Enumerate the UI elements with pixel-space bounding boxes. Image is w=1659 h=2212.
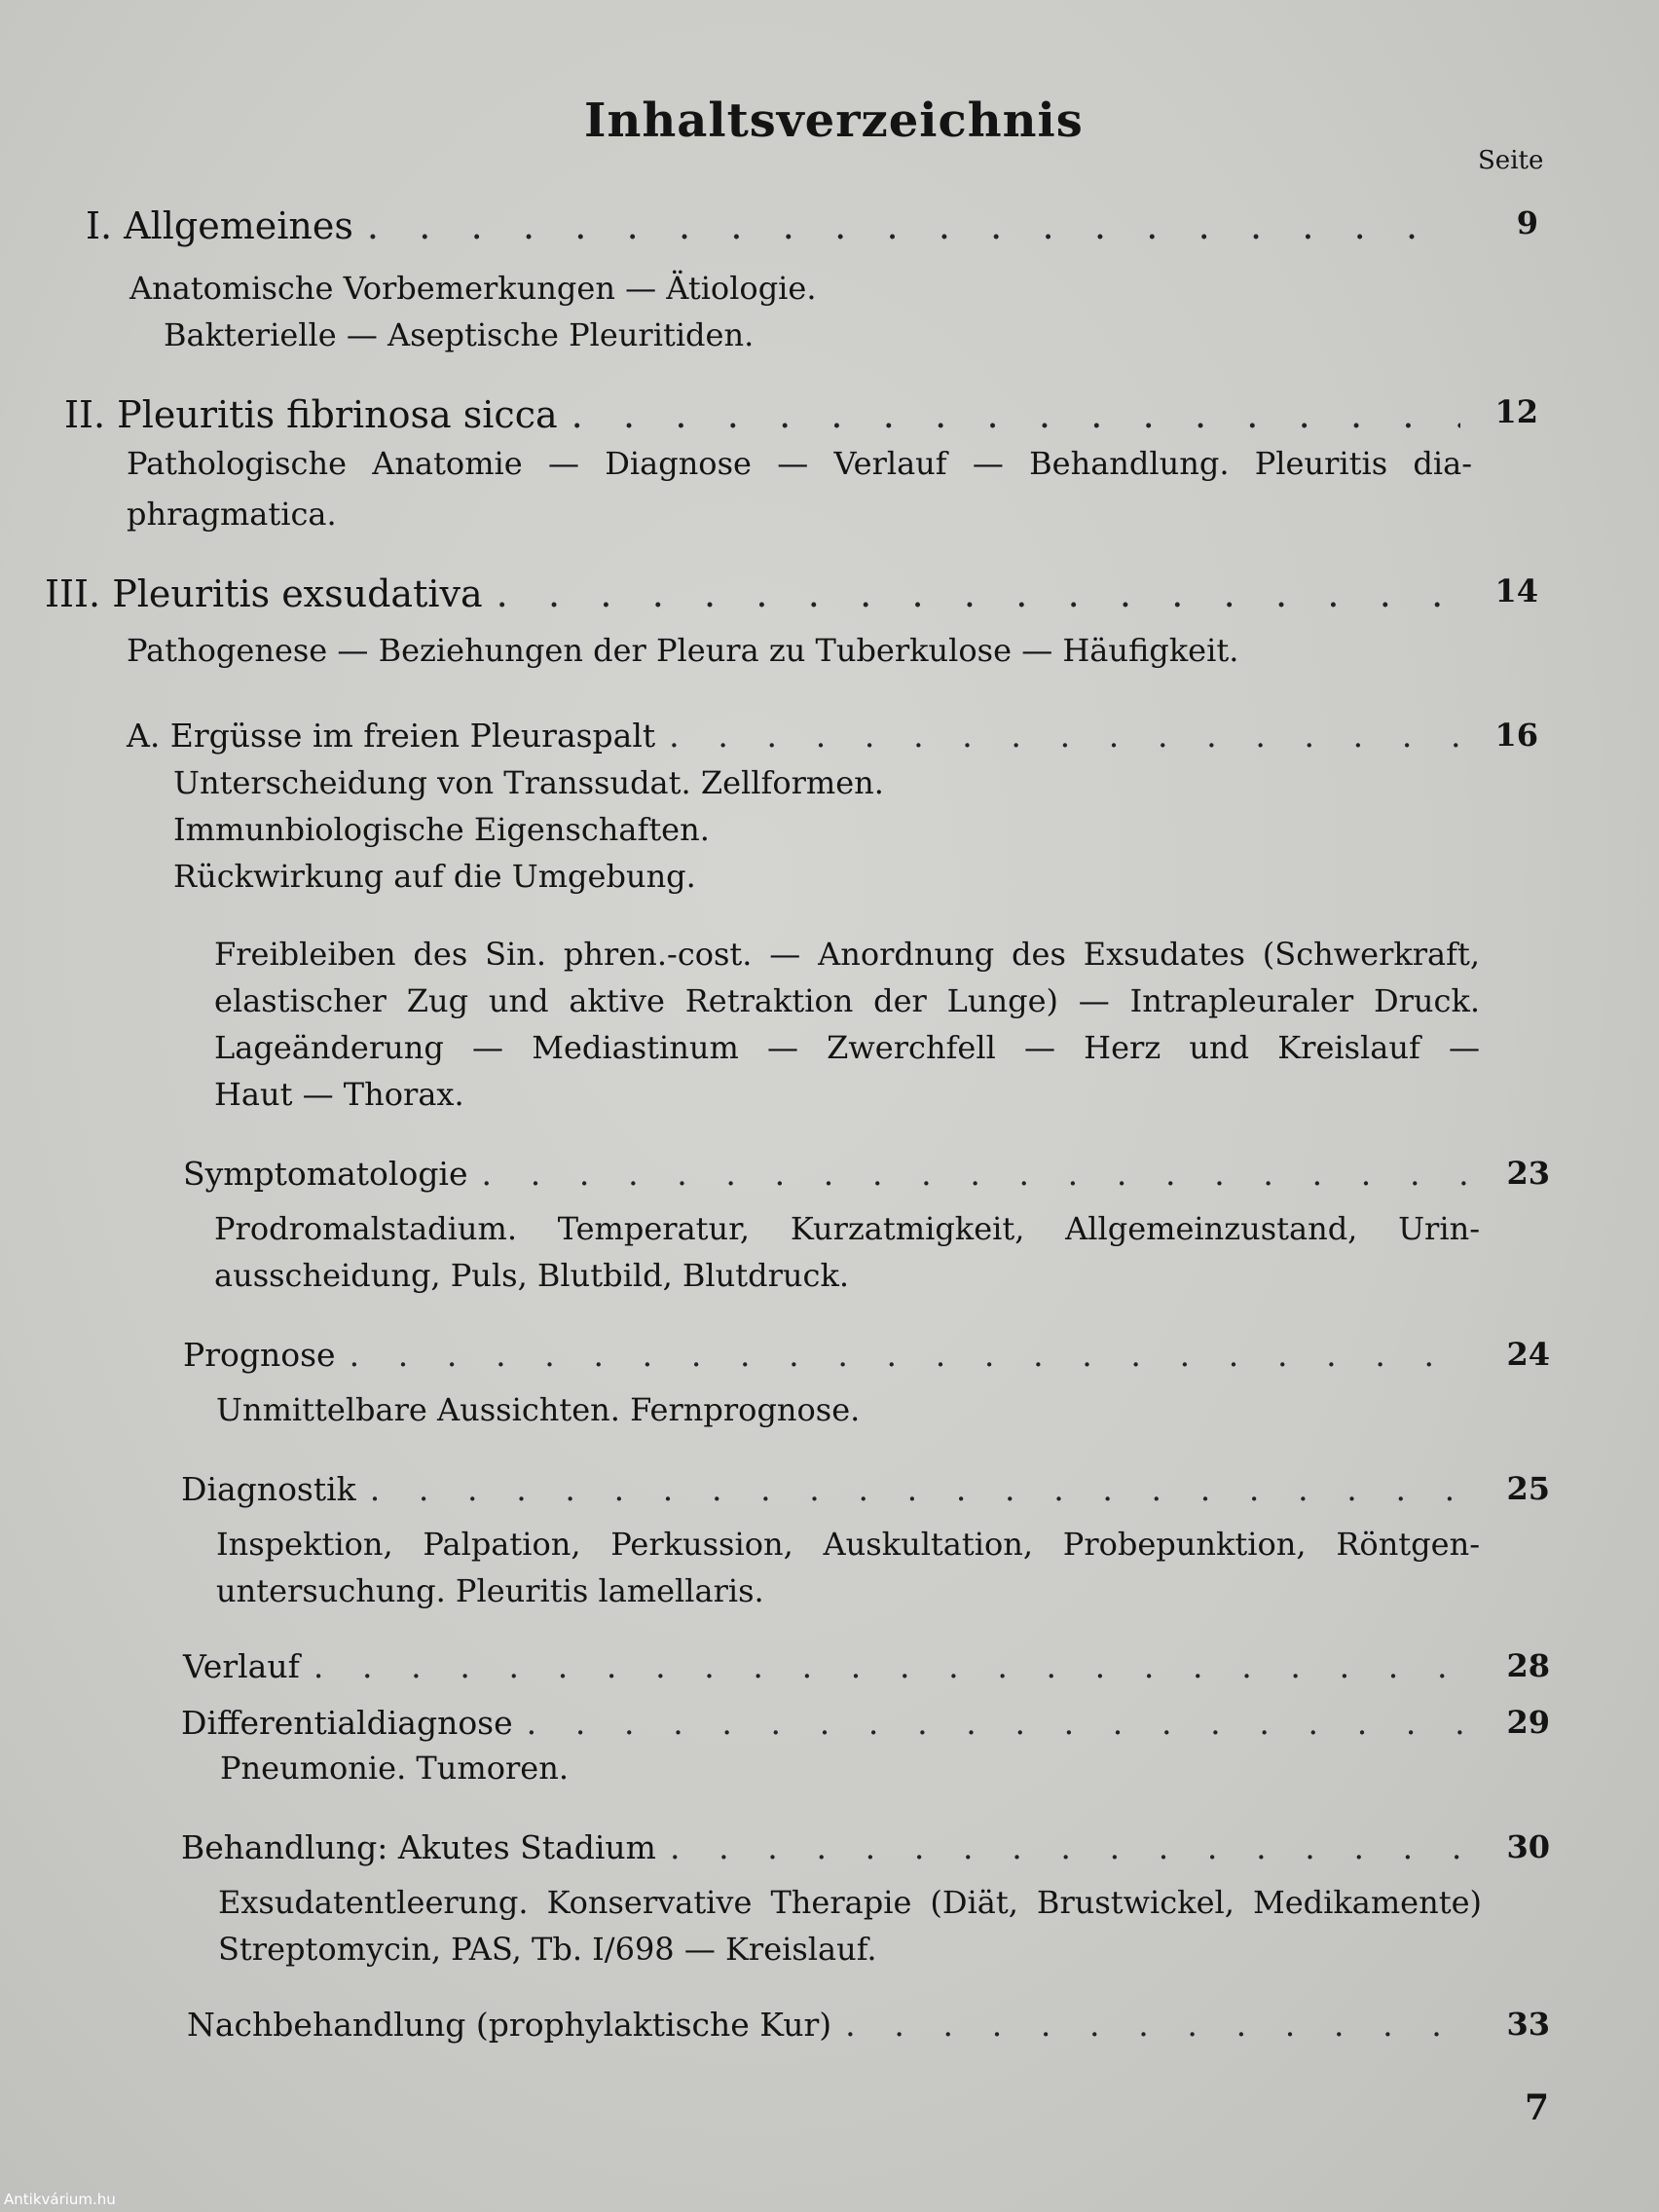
toc-entry-label: Symptomatologie	[183, 1155, 468, 1193]
dot-leader	[845, 2006, 1472, 2044]
toc-entry-label: Differentialdiagnose	[181, 1704, 513, 1742]
toc-page-number: 14	[1494, 572, 1538, 609]
toc-entry-label: A. Ergüsse im freien Pleuraspalt	[127, 717, 656, 755]
toc-description-line: Pneumonie. Tumoren.	[220, 1750, 569, 1787]
toc-description-line: Inspektion, Palpation, Perkussion, Auskultation, Probepunktion, Röntgen-	[216, 1526, 1480, 1563]
toc-entry-label: Nachbehandlung (prophylaktische Kur)	[187, 2006, 832, 2044]
toc-description-line: phragmatica.	[127, 496, 337, 533]
toc-entry-label: III. Pleuritis exsudativa	[45, 572, 483, 615]
toc-page-number: 9	[1516, 204, 1538, 241]
dot-leader	[482, 1155, 1472, 1193]
toc-entry-behandlung[interactable]	[181, 1828, 1550, 1866]
dot-leader	[527, 1704, 1472, 1742]
toc-description-line: Rückwirkung auf die Umgebung.	[173, 858, 696, 895]
toc-page-number: 28	[1506, 1647, 1550, 1684]
toc-entry-verlauf[interactable]	[183, 1647, 1550, 1685]
page-number: 7	[1525, 2087, 1550, 2128]
toc-entry-label: Prognose	[183, 1336, 336, 1374]
dot-leader	[669, 717, 1460, 755]
toc-page-number: 33	[1506, 2006, 1550, 2043]
toc-description-line: Bakterielle — Aseptische Pleuritiden.	[164, 316, 755, 353]
watermark-text: Antikvárium.hu	[4, 2191, 116, 2208]
toc-page-number: 16	[1494, 717, 1538, 754]
toc-description-line: Prodromalstadium. Temperatur, Kurzatmigkeit, Allgemeinzustand, Urin-	[214, 1210, 1480, 1247]
dot-leader	[350, 1336, 1472, 1374]
toc-entry-nachbehandlung[interactable]	[187, 2006, 1550, 2044]
toc-description-line: Exsudatentleerung. Konservative Therapie (Diät, Brustwickel, Medikamente)	[218, 1884, 1482, 1921]
toc-entry-subsection-a[interactable]	[127, 717, 1538, 755]
toc-entry-label: Diagnostik	[181, 1470, 356, 1508]
toc-description-line: Streptomycin, PAS, Tb. I/698 — Kreislauf.	[218, 1931, 877, 1968]
toc-entry-prognose[interactable]	[183, 1336, 1550, 1374]
toc-page-number: 23	[1506, 1155, 1550, 1192]
toc-description-line: Unmittelbare Aussichten. Fernprognose.	[216, 1391, 861, 1428]
toc-entry-chapter-3[interactable]	[45, 572, 1538, 615]
toc-entry-label: I. Allgemeines	[86, 204, 353, 247]
toc-description-line: Unterscheidung von Transsudat. Zellformen.	[173, 764, 884, 801]
toc-entry-label: Verlauf	[183, 1647, 300, 1685]
toc-entry-chapter-2[interactable]	[64, 393, 1538, 436]
toc-detail-line: Freibleiben des Sin. phren.-cost. — Anordnung des Exsudates (Schwerkraft,	[214, 936, 1480, 973]
toc-description-line: Immunbiologische Eigenschaften.	[173, 811, 710, 848]
dot-leader	[670, 1828, 1472, 1866]
toc-page-number: 25	[1506, 1470, 1550, 1507]
toc-entry-label: Behandlung: Akutes Stadium	[181, 1828, 656, 1866]
toc-entry-differentialdiagnose[interactable]	[181, 1704, 1550, 1742]
toc-entry-label: II. Pleuritis fibrinosa sicca	[64, 393, 558, 436]
toc-detail-line: Haut — Thorax.	[214, 1076, 464, 1113]
dot-leader	[497, 572, 1460, 615]
toc-entry-chapter-1[interactable]	[86, 204, 1538, 247]
toc-detail-line: elastischer Zug und aktive Retraktion der Lunge) — Intrapleuraler Druck.	[214, 982, 1480, 1019]
toc-description-line: untersuchung. Pleuritis lamellaris.	[216, 1572, 764, 1609]
toc-entry-diagnostik[interactable]	[181, 1470, 1550, 1508]
dot-leader	[571, 393, 1460, 436]
toc-description-line: Pathologische Anatomie — Diagnose — Verlauf — Behandlung. Pleuritis dia-	[127, 445, 1472, 482]
dot-leader	[313, 1647, 1472, 1685]
toc-detail-line: Lageänderung — Mediastinum — Zwerchfell — Herz und Kreislauf —	[214, 1029, 1480, 1066]
page-column-header: Seite	[1478, 146, 1544, 175]
toc-page-number: 24	[1506, 1336, 1550, 1373]
toc-page-number: 29	[1506, 1704, 1550, 1741]
toc-description-line: Pathogenese — Beziehungen der Pleura zu Tuberkulose — Häufigkeit.	[127, 632, 1239, 669]
page-title: Inhaltsverzeichnis	[584, 93, 1084, 148]
toc-description-line: ausscheidung, Puls, Blutbild, Blutdruck.	[214, 1257, 849, 1294]
dot-leader	[367, 204, 1460, 247]
dot-leader	[370, 1470, 1472, 1508]
toc-page-number: 30	[1506, 1828, 1550, 1865]
toc-entry-symptomatologie[interactable]	[183, 1155, 1550, 1193]
toc-page-number: 12	[1494, 393, 1538, 430]
toc-description-line: Anatomische Vorbemerkungen — Ätiologie.	[129, 270, 817, 307]
